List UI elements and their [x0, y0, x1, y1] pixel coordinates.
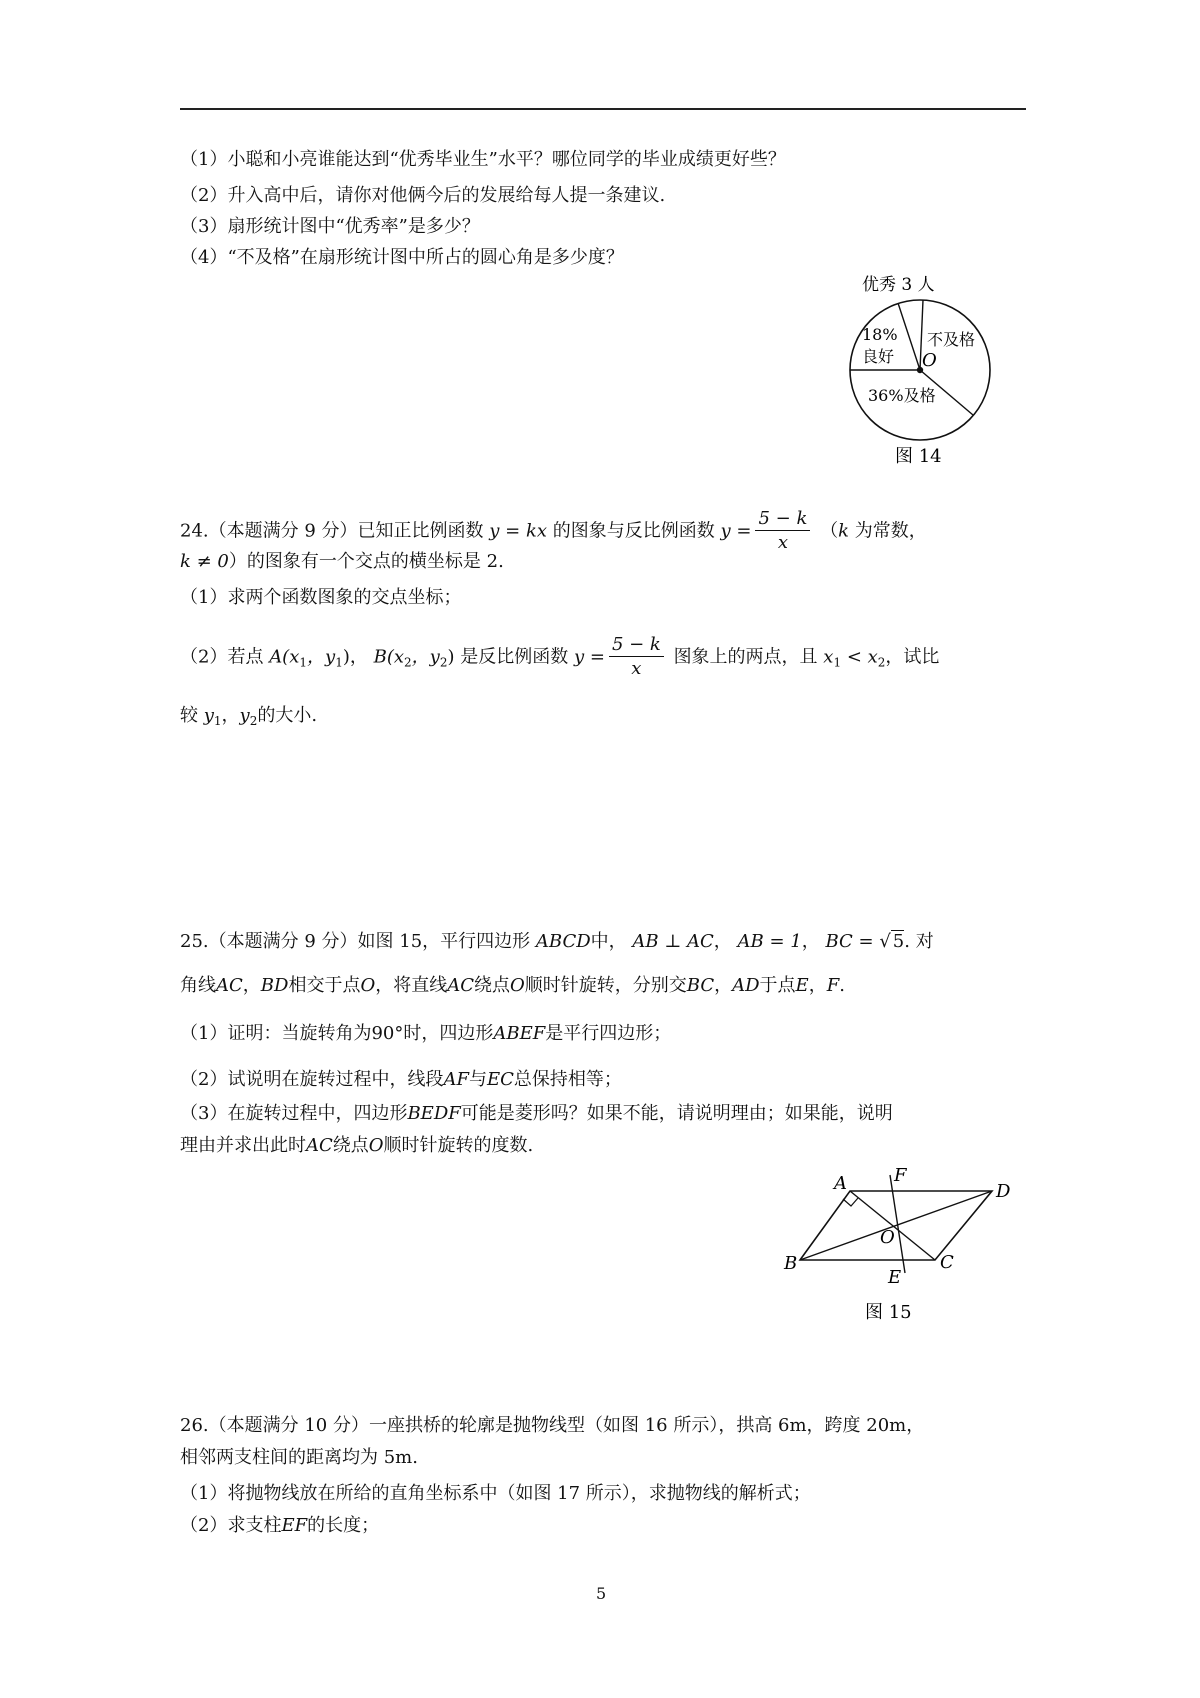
vertex-C: C — [940, 1252, 954, 1273]
fraction-5-k-over-x-2: $\frac{5 - k}{x}$ — [609, 634, 664, 681]
q25-line2: 角线AC，BD相交于点O，将直线AC绕点O顺时针旋转，分别交BC，AD于点E，F. — [180, 975, 845, 996]
q23-part2: （2）升入高中后，请你对他俩今后的发展给每人提一条建议. — [180, 185, 666, 206]
figure-15-caption: 图 15 — [865, 1302, 912, 1323]
vertex-D: D — [996, 1181, 1011, 1202]
vertex-A: A — [834, 1173, 847, 1194]
figure-15-parallelogram — [770, 1165, 1030, 1325]
q25-part2: （2）试说明在旋转过程中，线段AF与EC总保持相等； — [180, 1069, 622, 1090]
pie-label-fail: 不及格 — [927, 330, 976, 349]
q24-line1: 24.（本题满分 9 分）已知正比例函数 y = kx 的图象与反比例函数 y = $\frac{5 - k}{x}$ （k 为常数， — [180, 508, 927, 553]
q25-line1: 25.（本题满分 9 分）如图 15，平行四边形 ABCD中， AB ⊥ AC， AB = 1， BC = √ 5. 对 — [180, 931, 934, 952]
vertex-B: B — [784, 1253, 798, 1274]
pie-center-label: O — [922, 350, 937, 371]
pie-label-good: 良好 — [862, 347, 895, 366]
pie-label-pass: 36%及格 — [868, 386, 936, 405]
vertex-F: F — [894, 1165, 907, 1186]
pie-label-excellent: 优秀 3 人 — [862, 275, 935, 295]
q24-part1: （1）求两个函数图象的交点坐标； — [180, 587, 462, 608]
q25-part1: （1）证明：当旋转角为90°时，四边形ABEF是平行四边形； — [180, 1023, 672, 1044]
q24-part2-cont: 较 $y_1$，$y_2$的大小. — [180, 705, 318, 728]
point-E: E — [888, 1267, 902, 1288]
q26-line2: 相邻两支柱间的距离均为 5m. — [180, 1447, 418, 1468]
q23-part4: （4）“不及格”在扇形统计图中所占的圆心角是多少度？ — [180, 247, 624, 268]
q25-part3: （3）在旋转过程中，四边形BEDF可能是菱形吗？如果不能，请说明理由；如果能，说明 — [180, 1103, 893, 1124]
q23-part3: （3）扇形统计图中“优秀率”是多少？ — [180, 216, 480, 237]
point-O: O — [880, 1227, 895, 1248]
q26-line1: 26.（本题满分 10 分）一座拱桥的轮廓是抛物线型（如图 16 所示），拱高 6m，跨度 20m， — [180, 1415, 925, 1436]
q25-part3-cont: 理由并求出此时AC绕点O顺时针旋转的度数. — [180, 1135, 534, 1156]
header-rule — [180, 108, 1026, 110]
q24-part2: （2）若点 $A(x_1$，$y_1$)， $B(x_2$，$y_2$) 是反比例函数 y = $\frac{5 - k}{x}$ 图象上的两点，且 $x_1 < x_2$，试比 — [180, 634, 940, 679]
q26-part1: （1）将抛物线放在所给的直角坐标系中（如图 17 所示），求抛物线的解析式； — [180, 1483, 811, 1504]
figure-14-caption: 图 14 — [895, 446, 942, 467]
page-number: 5 — [596, 1584, 607, 1603]
q24-line2: k ≠ 0）的图象有一个交点的横坐标是 2. — [180, 551, 504, 572]
pie-label-good-pct: 18% — [862, 325, 898, 344]
figure-14-pie — [830, 270, 1010, 470]
q23-part1: （1）小聪和小亮谁能达到“优秀毕业生”水平？哪位同学的毕业成绩更好些？ — [180, 149, 786, 170]
fraction-5-k-over-x: $\frac{5 - k}{x}$ — [755, 508, 810, 555]
q26-part2: （2）求支柱EF的长度； — [180, 1515, 380, 1536]
